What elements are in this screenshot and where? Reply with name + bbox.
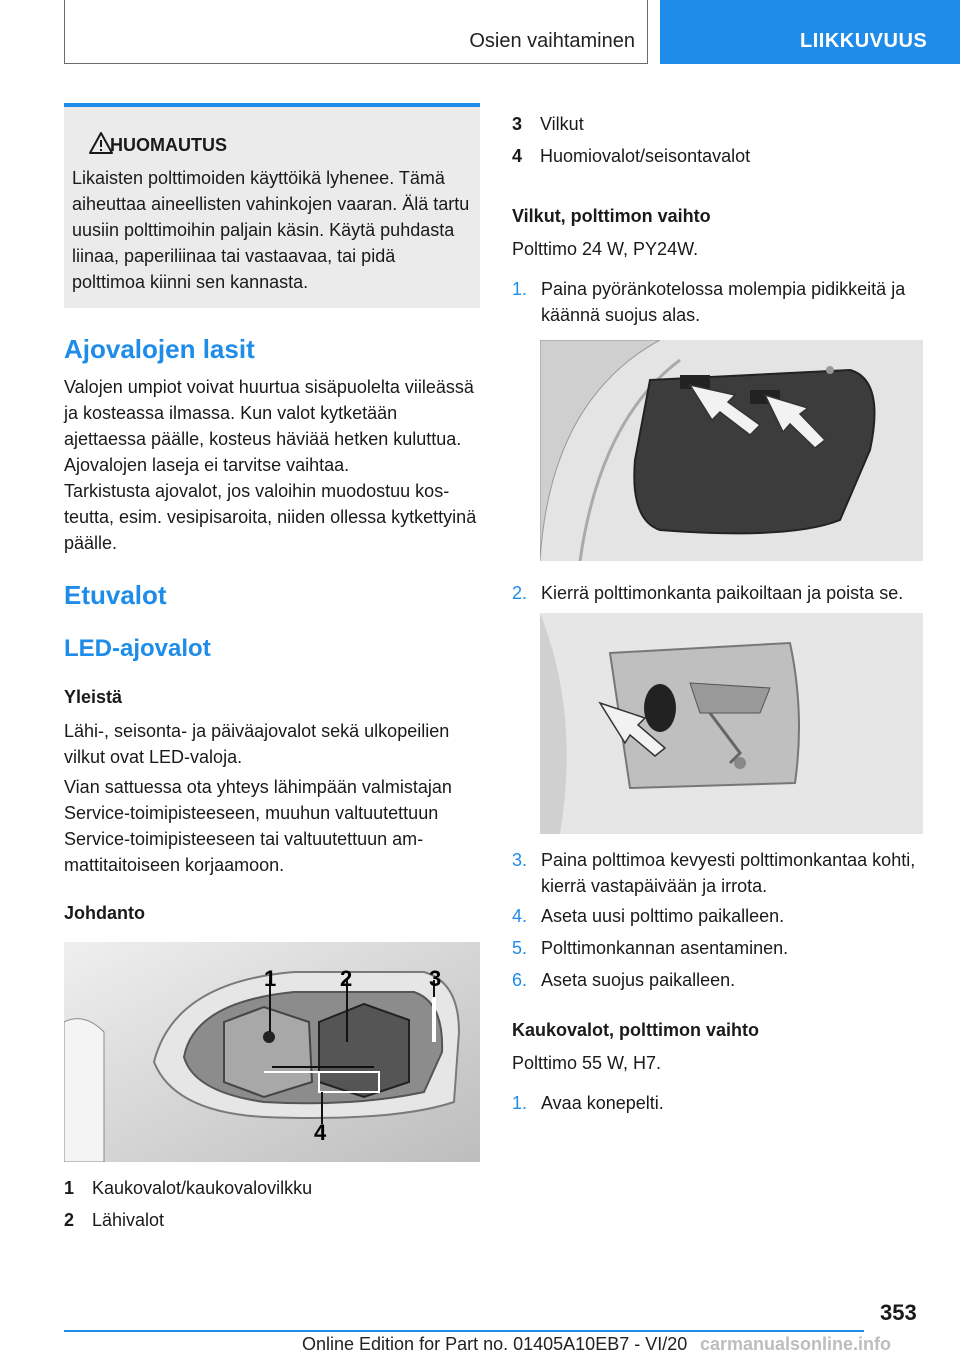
chapter-tab[interactable] [660, 0, 960, 64]
page-number: 353 [880, 1300, 917, 1325]
heading-turn-signal-bulb: Vilkut, polttimon vaihto [512, 206, 711, 226]
headlight-overview-figure [64, 942, 480, 1162]
chapter-tab-label: LIIKKUVUUS [800, 30, 928, 52]
paragraph-high-bulb-spec: Polttimo 55 W, H7. [512, 1053, 662, 1073]
legend-item-2: 2 Lähivalot [64, 1210, 165, 1230]
warning-box [64, 103, 480, 308]
wheel-arch-cover-illustration [540, 340, 923, 561]
edition-text: Online Edition for Part no. 01405A10EB7 - VI/20 [302, 1334, 688, 1354]
wheel-arch-cover-figure [540, 340, 923, 561]
callout-4: 4 [314, 1120, 327, 1145]
paragraph-general-1: Lähi-, seisonta- ja päiväajovalot sekä ulkopeilien vilkut ovat LED-valoja. [64, 721, 450, 767]
legend-item-3: 3 Vilkut [512, 114, 584, 134]
legend-item-4: 4 Huomiovalot/seisontavalot [512, 146, 751, 166]
callout-1: 1 [264, 966, 277, 991]
heading-led-headlights: LED-ajovalot [64, 635, 211, 662]
headlight-illustration [64, 942, 480, 1162]
heading-headlight-lenses: Ajovalojen lasit [64, 334, 255, 364]
warning-text: Likaisten polttimoiden käyttöikä lyhenee. Tämä aiheuttaa aineellisten vahinkojen vaaran. Älä tartu uusiin polttimoihin paljain käsin. Käytä puhdasta liinaa, paperiliinaa tai vastaavaa, tai pidä polttimoa kiinni sen kannasta. [72, 168, 470, 292]
bulb-socket-figure [540, 613, 923, 834]
footer-rule [64, 1330, 864, 1332]
header-section-box [64, 0, 648, 64]
callout-2: 2 [340, 966, 353, 991]
heading-high-beam-bulb: Kaukovalot, polttimon vaihto [512, 1020, 760, 1040]
paragraph-lenses-1: Valojen umpiot voivat huurtua sisäpuolelta viileässä ja kosteassa ilmassa. Kun valot kytketään ajettaessa päälle, kosteus häviää hetken kuluttua. Ajovalojen laseja ei tarvitse vaihtaa. [64, 377, 474, 475]
legend-item-1: 1 Kaukovalot/kaukovalovilkku [64, 1178, 313, 1198]
paragraph-general-2: Vian sattuessa ota yhteys lähimpään valmistajan Service-toimipisteeseen, muuhun valtuutettuun Service-toimipisteeseen tai valtuutettuun ammattitaitoiseen korjaamoon. [64, 777, 452, 875]
paragraph-lenses-2: Tarkistusta ajovalot, jos valoihin muodostuu kosteutta, esim. vesipisaroita, niiden ollessa kytkettyinä päälle. [64, 481, 477, 553]
heading-introduction: Johdanto [64, 903, 145, 923]
bulb-socket-illustration [540, 613, 923, 834]
heading-general: Yleistä [64, 687, 123, 707]
paragraph-turn-bulb-spec: Polttimo 24 W, PY24W. [512, 239, 699, 259]
warning-title: HUOMAUTUS [110, 135, 227, 155]
callout-3: 3 [429, 966, 442, 991]
watermark: carmanualsonline.info [700, 1334, 892, 1354]
heading-front-lights: Etuvalot [64, 580, 167, 610]
section-title: Osien vaihtaminen [469, 30, 635, 52]
